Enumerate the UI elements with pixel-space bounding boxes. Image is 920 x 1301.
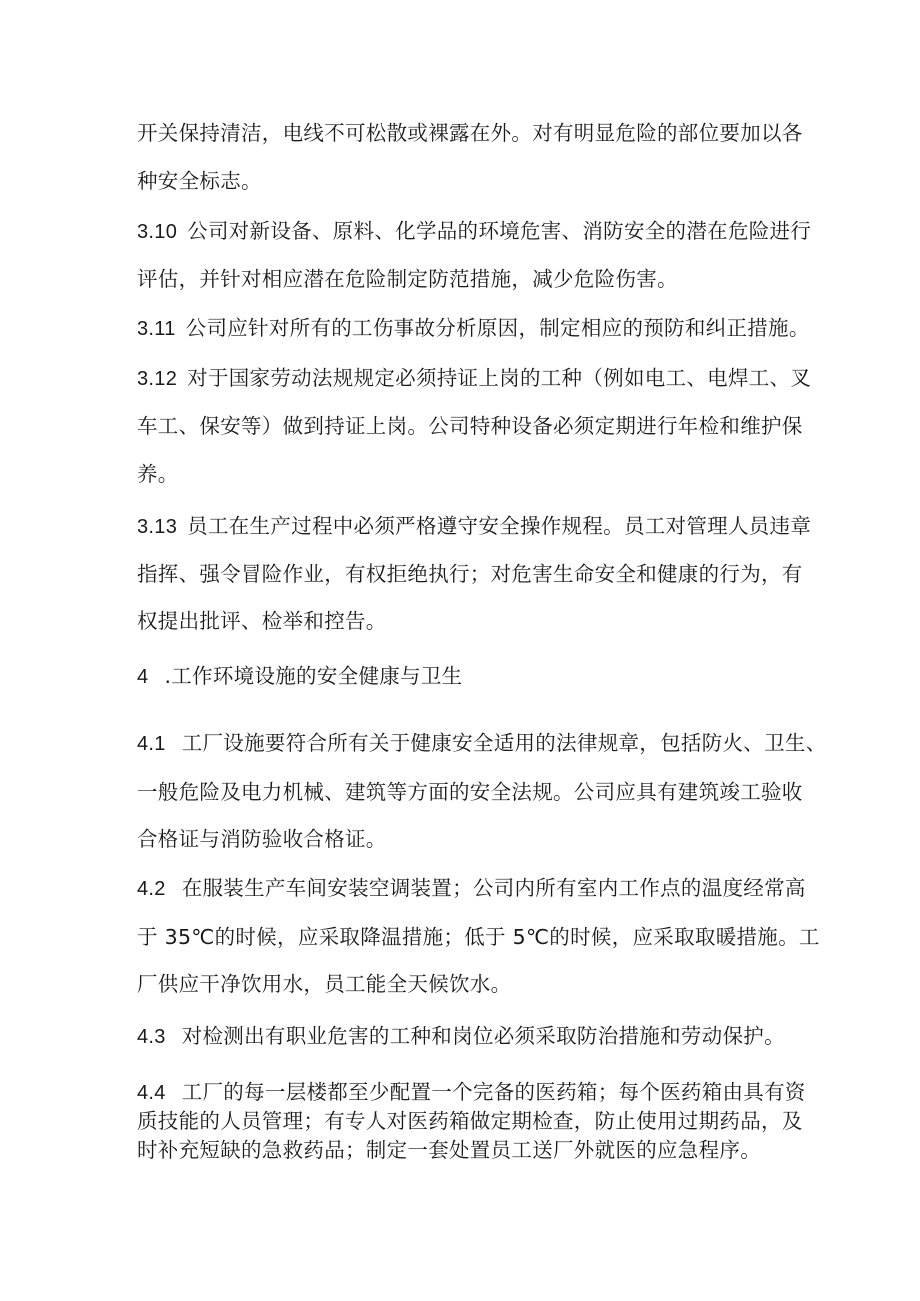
- section-3-13-line-3: 权提出批评、检举和控告。: [137, 609, 387, 633]
- section-4-1-line-3: 合格证与消防验收合格证。: [137, 827, 387, 851]
- section-4-2-line-2: 于 35℃的时候，应采取降温措施；低于 5℃的时候，应采取取暖措施。工: [137, 925, 820, 949]
- section-number: 3.11: [137, 318, 176, 340]
- section-number: 4.3: [137, 1026, 166, 1048]
- paragraph-line: 开关保持清洁，电线不可松散或裸露在外。对有明显危险的部位要加以各: [137, 121, 803, 145]
- section-number: 3.12: [137, 368, 178, 390]
- section-number: 3.10: [137, 221, 178, 243]
- section-number: 4.2: [137, 878, 166, 900]
- section-4-1-line-2: 一般危险及电力机械、建筑等方面的安全法规。公司应具有建筑竣工验收: [137, 780, 803, 804]
- section-4-2-line-3: 厂供应干净饮用水，员工能全天候饮水。: [137, 972, 512, 996]
- section-4-4-line-3: 时补充短缺的急救药品；制定一套处置员工送厂外就医的应急程序。: [137, 1138, 761, 1162]
- section-3-13-line-2: 指挥、强令冒险作业，有权拒绝执行；对危害生命安全和健康的行为，有: [137, 562, 803, 586]
- section-4-4-line-1: 4.4 工厂的每一层楼都至少配置一个完备的医药箱；每个医药箱由具有资: [137, 1078, 806, 1107]
- section-number: 4: [137, 666, 149, 688]
- section-number: 3.13: [137, 516, 178, 538]
- section-3-11-line-1: 3.11 公司应针对所有的工伤事故分析原因，制定相应的预防和纠正措施。: [137, 314, 810, 343]
- section-3-12-line-3: 养。: [137, 462, 179, 486]
- section-number: 4.4: [137, 1082, 166, 1104]
- section-4-1-line-1: 4.1 工厂设施要符合所有关于健康安全适用的法律规章，包括防火、卫生、: [137, 729, 827, 758]
- section-3-10-line-2: 评估，并针对相应潜在危险制定防范措施，减少危险伤害。: [137, 267, 678, 291]
- section-4-2-line-1: 4.2 在服装生产车间安装空调装置；公司内所有室内工作点的温度经常高: [137, 874, 806, 903]
- section-4-4-line-2: 质技能的人员管理；有专人对医药箱做定期检查，防止使用过期药品，及: [137, 1109, 803, 1133]
- section-4-3-line-1: 4.3 对检测出有职业危害的工种和岗位必须采取防治措施和劳动保护。: [137, 1022, 785, 1051]
- paragraph-line: 种安全标志。: [137, 169, 262, 193]
- section-4-heading: 4 .工作环境设施的安全健康与卫生: [137, 662, 462, 691]
- section-3-12-line-2: 车工、保安等）做到持证上岗。公司特种设备必须定期进行年检和维护保: [137, 414, 803, 438]
- section-3-12-line-1: 3.12 对于国家劳动法规规定必须持证上岗的工种（例如电工、电焊工、叉: [137, 364, 811, 393]
- section-3-13-line-1: 3.13 员工在生产过程中必须严格遵守安全操作规程。员工对管理人员违章: [137, 512, 811, 541]
- section-3-10-line-1: 3.10 公司对新设备、原料、化学品的环境危害、消防安全的潜在危险进行: [137, 217, 811, 246]
- section-number: 4.1: [137, 733, 166, 755]
